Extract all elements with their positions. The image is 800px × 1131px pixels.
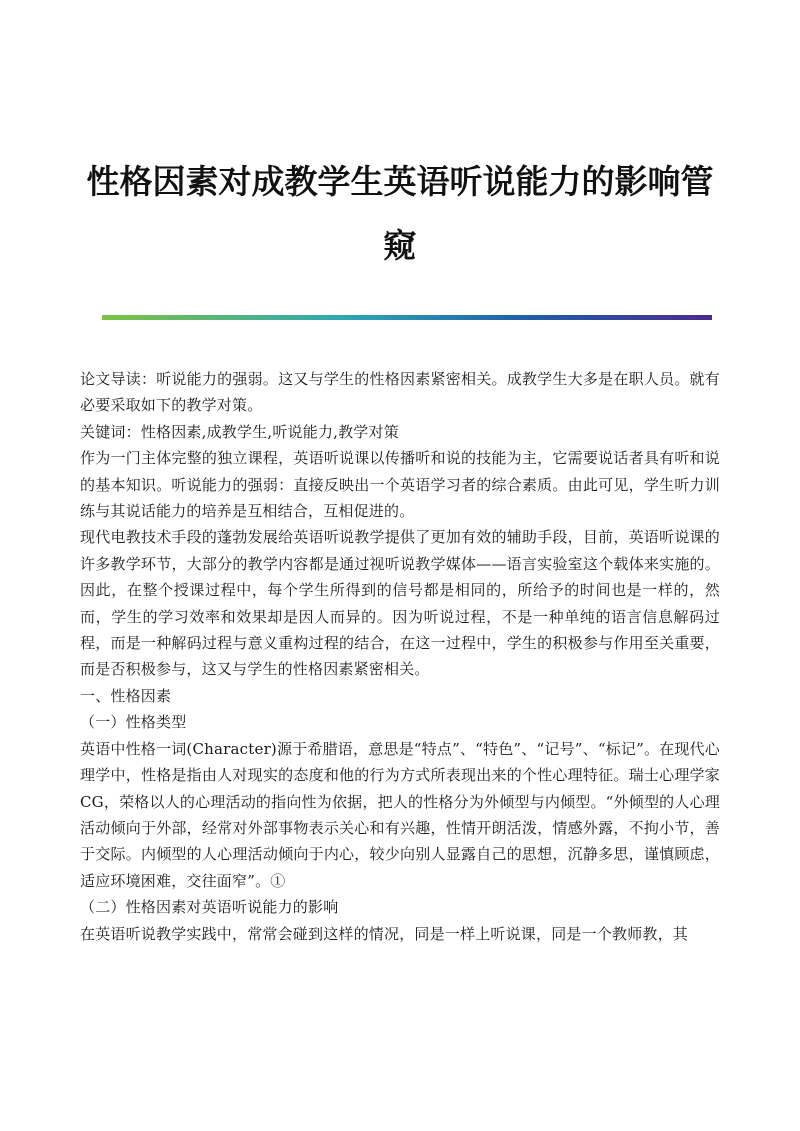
keywords-paragraph: 关键词：性格因素,成教学生,听说能力,教学对策 <box>80 422 399 441</box>
body-paragraph: 作为一门主体完整的独立课程，英语听说课以传播听和说的技能为主，它需要说话者具有听和说的基本知识。听说能力的强弱：直接反映出一个英语学习者的综合素质。由此可见，学生听力训练与其说话能力的培养是互相结合，互相促进的。 <box>80 449 720 521</box>
document-title: 性格因素对成教学生英语听说能力的影响管窥 <box>86 162 714 265</box>
subsection-heading: （一）性格类型 <box>80 713 187 732</box>
abstract-paragraph: 论文导读：听说能力的强弱。这又与学生的性格因素紧密相关。成教学生大多是在职人员。就有必要采取如下的教学对策。 <box>80 370 720 415</box>
document-body <box>80 366 720 947</box>
body-paragraph: 在英语听说教学实践中，常常会碰到这样的情况，同是一样上听说课，同是一个教师教，其 <box>80 924 689 943</box>
body-paragraph: 英语中性格一词(Character)源于希腊语，意思是“特点”、“特色”、“记号”、“标记”。在现代心理学中，性格是指由人对现实的态度和他的行为方式所表现出来的个性心理特征。瑞士心理学家CG，荣格以人的心理活动的指向性为依据，把人的性格分为外倾型与内倾型。“外倾型的人心理活动倾向于外部，经常对外部事物表示关心和有兴趣，性情开朗活泼，情感外露，不拘小节，善于交际。内倾型的人心理活动倾向于内心，较少向别人显露自己的思想，沉静多思，谨慎顾虑，适应环境困难，交往面窄”。① <box>80 739 720 890</box>
section-heading: 一、性格因素 <box>80 686 172 705</box>
subsection-heading: （二）性格因素对英语听说能力的影响 <box>80 898 339 917</box>
body-paragraph: 现代电教技术手段的蓬勃发展给英语听说教学提供了更加有效的辅助手段，目前，英语听说课的许多教学环节，大部分的教学内容都是通过视听说教学媒体——语言实验室这个载体来实施的。因此，在整个授课过程中，每个学生所得到的信号都是相同的，所给予的时间也是一样的，然而，学生的学习效率和效果却是因人而异的。因为听说过程，不是一种单纯的语言信息解码过程，而是一种解码过程与意义重构过程的结合，在这一过程中，学生的积极参与作用至关重要，而是否积极参与，这又与学生的性格因素紧密相关。 <box>80 528 720 679</box>
title-divider <box>102 315 712 320</box>
